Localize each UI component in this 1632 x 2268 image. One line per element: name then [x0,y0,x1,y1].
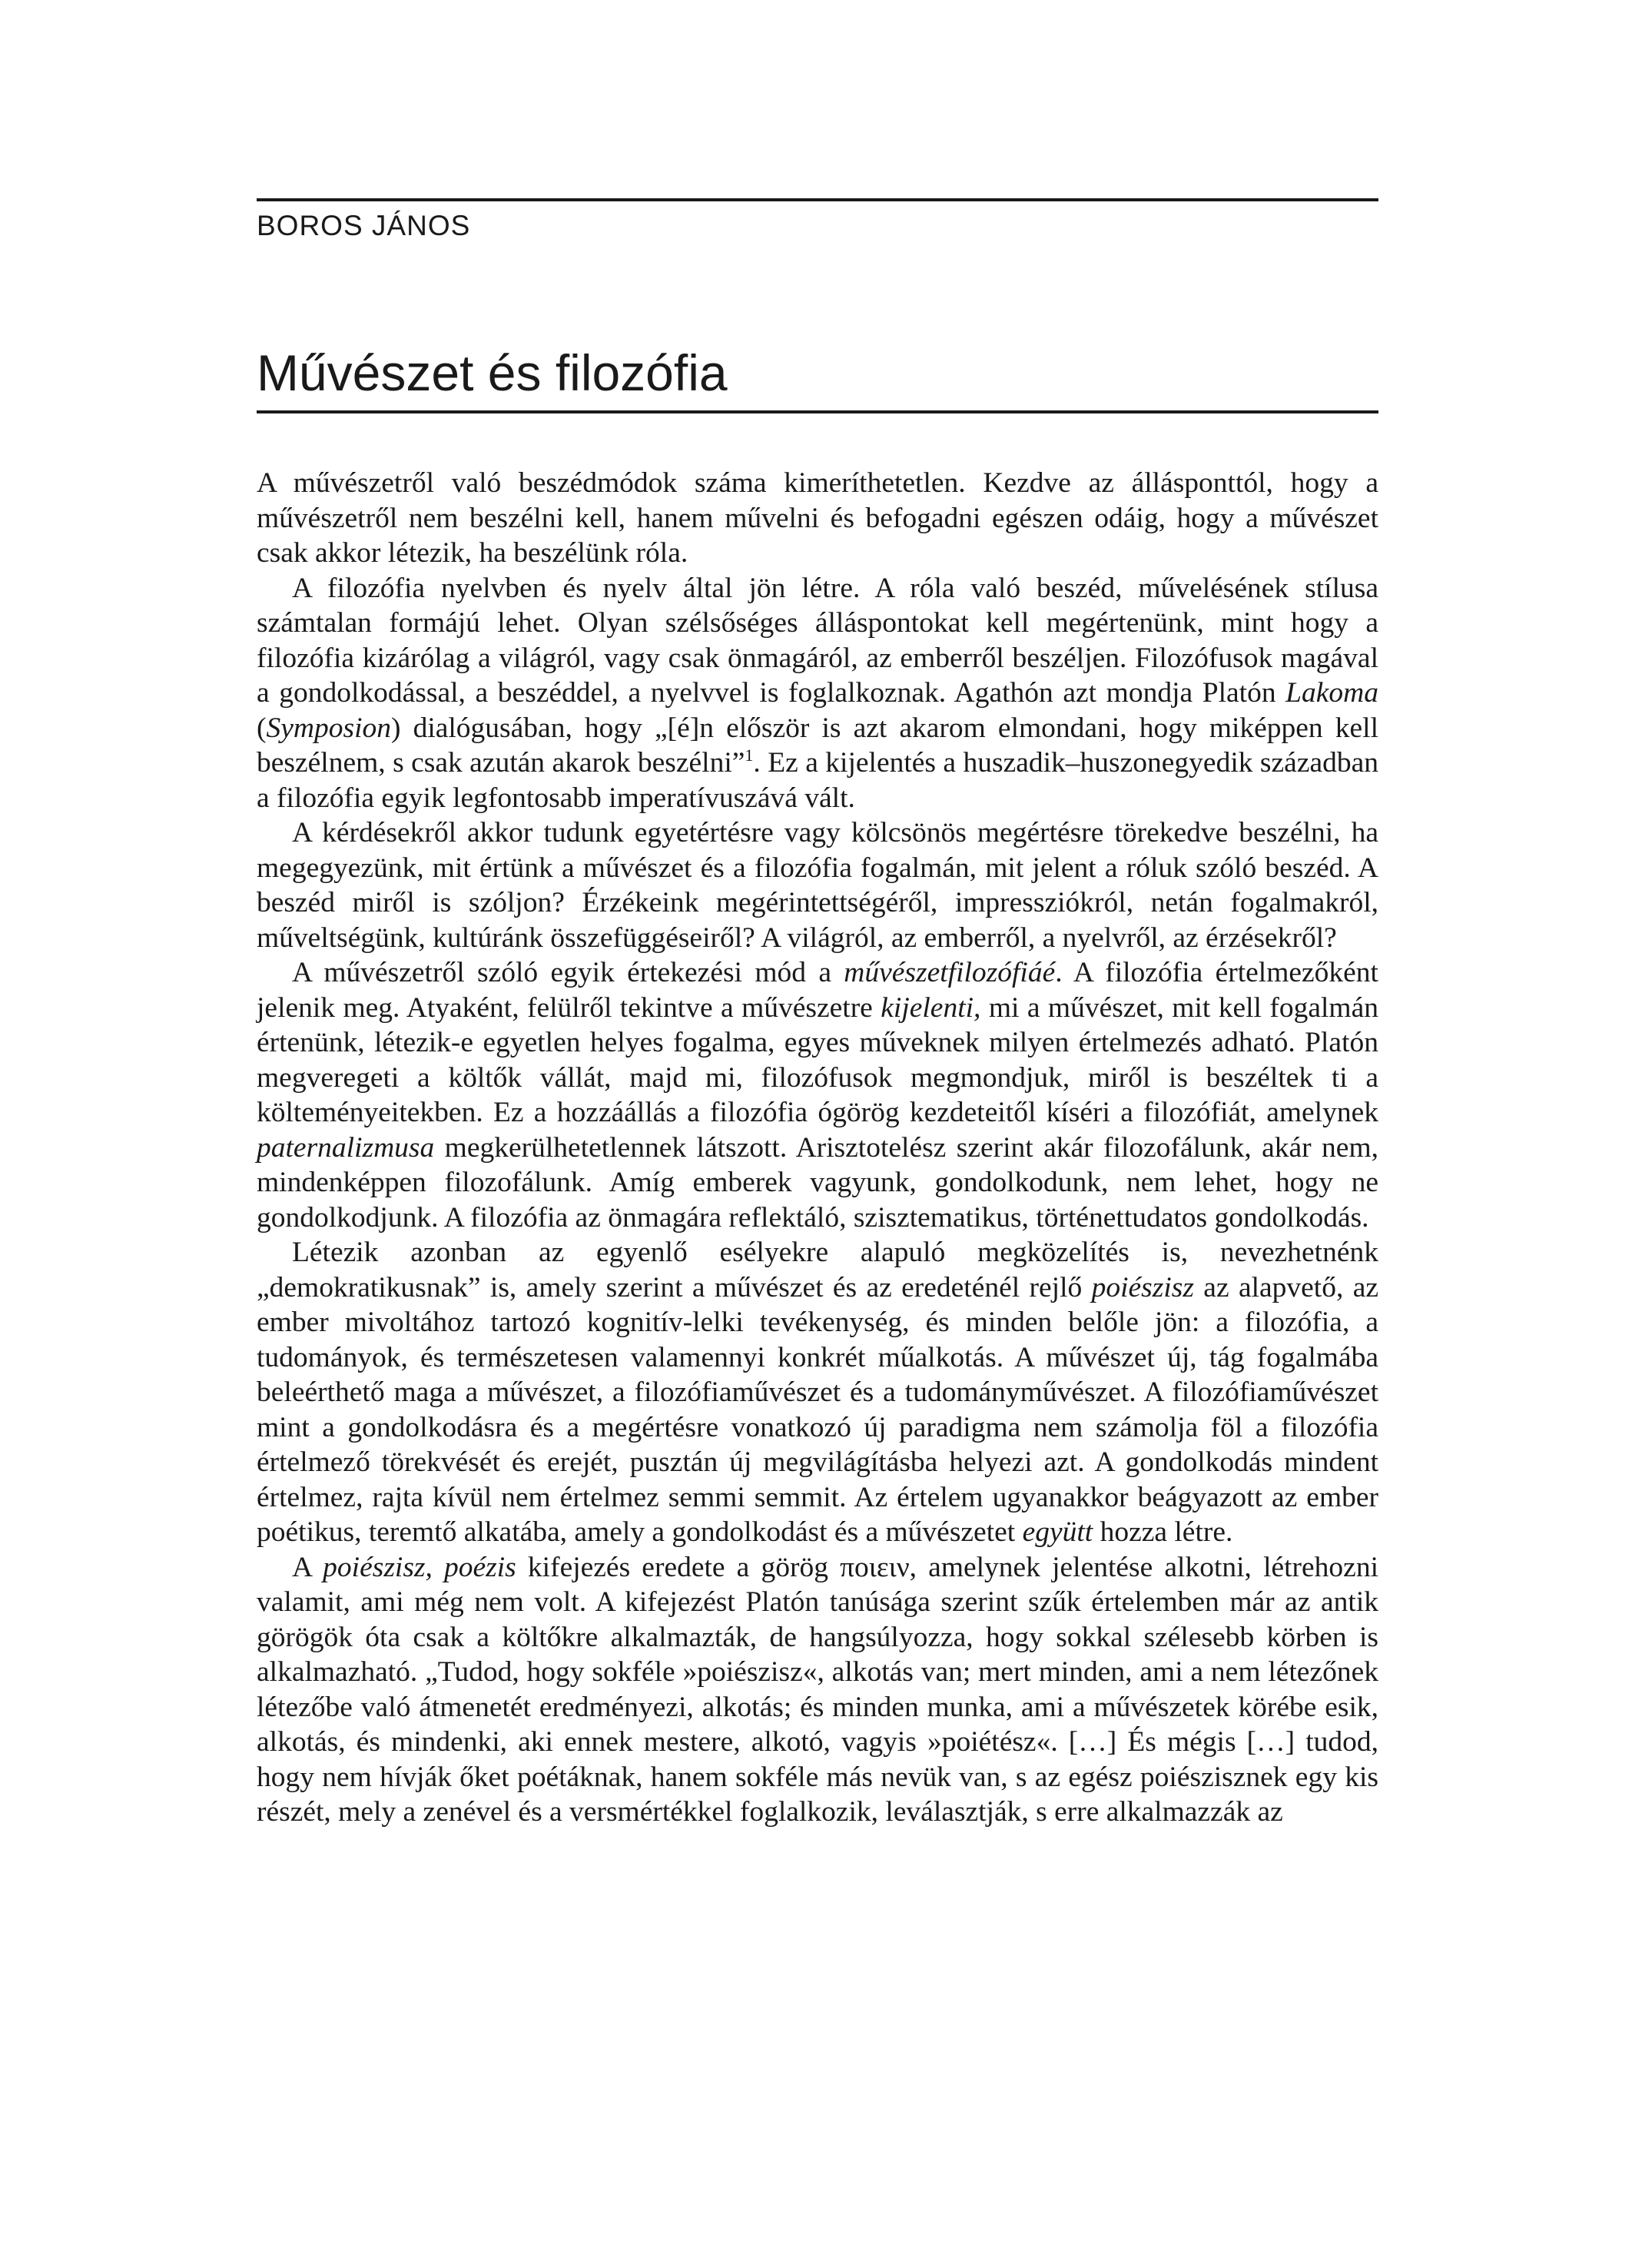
text-run: . A filozófia értelmezőként jelenik meg. Atyaként, felülről tekintve a művészetre [257,957,1378,1024]
text-run: A kérdésekről akkor tudunk egyetértésre vagy kölcsönös megértésre törekedve beszélni, ha megegyezünk, mit értünk a művészet és a filozófia fogalmán, mit jelent a róluk szóló beszéd. A beszéd miről is szóljon? Érzékeink megérintettségéről, impressziókról, netán fogalmakról, műveltségünk, kultúránk összefüggéseiről? A világról, az emberről, a nyelvről, az érzésekről? [257,817,1378,954]
text-run: hozza létre. [1093,1516,1233,1548]
text-run: kifejezés eredete a görög ποιειν, amelynek jelentése alkotni, létrehozni valamit, ami még nem volt. A kifejezést Platón tanúsága szerint szűk értelemben már az antik görögök óta csak a költőkre alkalmazták, de hangsúlyozza, hogy sokkal szélesebb körben is alkalmazható. „Tudod, hogy sokféle »poiészisz«, alkotás van; mert minden, ami a nem létezőnek létezőbe való átmenetét eredményezi, alkotás; és minden munka, ami a művészetek körébe esik, alkotás, és mindenki, aki ennek mestere, alkotó, vagyis »poiétész«. […] És mégis […] tudod, hogy nem hívják őket poétáknak, hanem sokféle más nevük van, s az egész poiészisznek egy kis részét, mely a zenével és a versmértékkel foglalkozik, leválasztják, s erre alkalmazzák az [257,1551,1378,1828]
paragraph [257,1235,1378,1550]
author-name: BOROS JÁNOS [257,210,471,241]
text-run: megkerülhetetlennek látszott. Arisztotelész szerint akár filozofálunk, akár nem, mindenképpen filozofálunk. Amíg emberek vagyunk, gondolkodunk, nem lehet, hogy ne gondolkodjunk. A filozófia az önmagára reflektáló, szisztematikus, történettudatos gondolkodás. [257,1131,1378,1234]
text-run: ( [257,712,267,744]
paragraph [257,1550,1378,1830]
text-run: A művészetről való beszédmódok száma kimeríthetetlen. Kezdve az állásponttól, hogy a művészetről nem beszélni kell, hanem művelni és befogadni egészen odáig, hogy a művészet csak akkor létezik, ha beszélünk róla. [257,467,1378,569]
article-body [257,466,1378,1830]
italic-term: Symposion [266,712,391,744]
text-run: A művészetről szóló egyik értekezési mód a [292,957,844,988]
paragraph [257,571,1378,816]
footnote-ref: 1 [745,745,754,765]
italic-term: Lakoma [1285,677,1378,709]
paragraph [257,815,1378,955]
article-title: Művészet és filozófia [257,344,728,401]
italic-term: poiészisz, poézis [323,1551,516,1583]
italic-term: kijelenti, [881,991,981,1024]
paragraph [257,955,1378,1235]
header-rule [257,198,1378,201]
title-rule [257,410,1378,413]
italic-term: művészetfilozófiáé [844,957,1056,988]
text-run: . Ez a kijelentés a huszadik–huszonegyedik században a filozófia egyik legfontosabb imperatívuszává vált. [257,747,1378,814]
text-run: mi a művészet, mit kell fogalmán értenünk, létezik-e egyetlen helyes fogalma, egyes műveknek milyen értelmezés adható. Platón megveregeti a költők vállát, majd mi, filozófusok megmondjuk, miről is beszéltek ti a költeményeitekben. Ez a hozzáállás a filozófia ógörög kezdeteitől kíséri a filozófiát, amelynek [257,991,1378,1128]
text-run: Létezik azonban az egyenlő esélyekre alapuló megközelítés is, nevezhetnénk „demokratikusnak” is, amely szerint a művészet és az eredeténél rejlő [257,1237,1378,1303]
italic-term: paternalizmusa [257,1131,435,1164]
italic-term: poiészisz [1091,1271,1194,1303]
text-run: A [292,1551,323,1583]
italic-term: együtt [1022,1516,1093,1548]
text-run: A filozófia nyelvben és nyelv által jön létre. A róla való beszéd, művelésének stílusa számtalan formájú lehet. Olyan szélsőséges álláspontokat kell megértenünk, mint hogy a filozófia kizárólag a világról, vagy csak önmagáról, az emberről beszéljen. Filozófusok magával a gondolkodással, a beszéddel, a nyelvvel is foglalkoznak. Agathón azt mondja Platón [257,572,1378,709]
paragraph [257,466,1378,571]
text-run: ) dialógusában, hogy „[é]n először is azt akarom elmondani, hogy miképpen kell beszélnem, s csak azután akarok beszélni” [257,712,1378,779]
text-run: az alapvető, az ember mivoltához tartozó kognitív-lelki tevékenység, és minden belőle jön: a filozófia, a tudományok, és természetesen valamennyi konkrét műalkotás. A művészet új, tág fogalmába beleérthető maga a művészet, a filozófiaművészet és a tudományművészet. A filozófiaművészet mint a gondolkodásra és a megértésre vonatkozó új paradigma nem számolja föl a filozófia értelmező törekvését és erejét, pusztán új megvilágításba helyezi azt. A gondolkodás mindent értelmez, rajta kívül nem értelmez semmi semmit. Az értelem ugyanakkor beágyazott az ember poétikus, teremtő alkatába, amely a gondolkodást és a művészetet [257,1271,1378,1548]
